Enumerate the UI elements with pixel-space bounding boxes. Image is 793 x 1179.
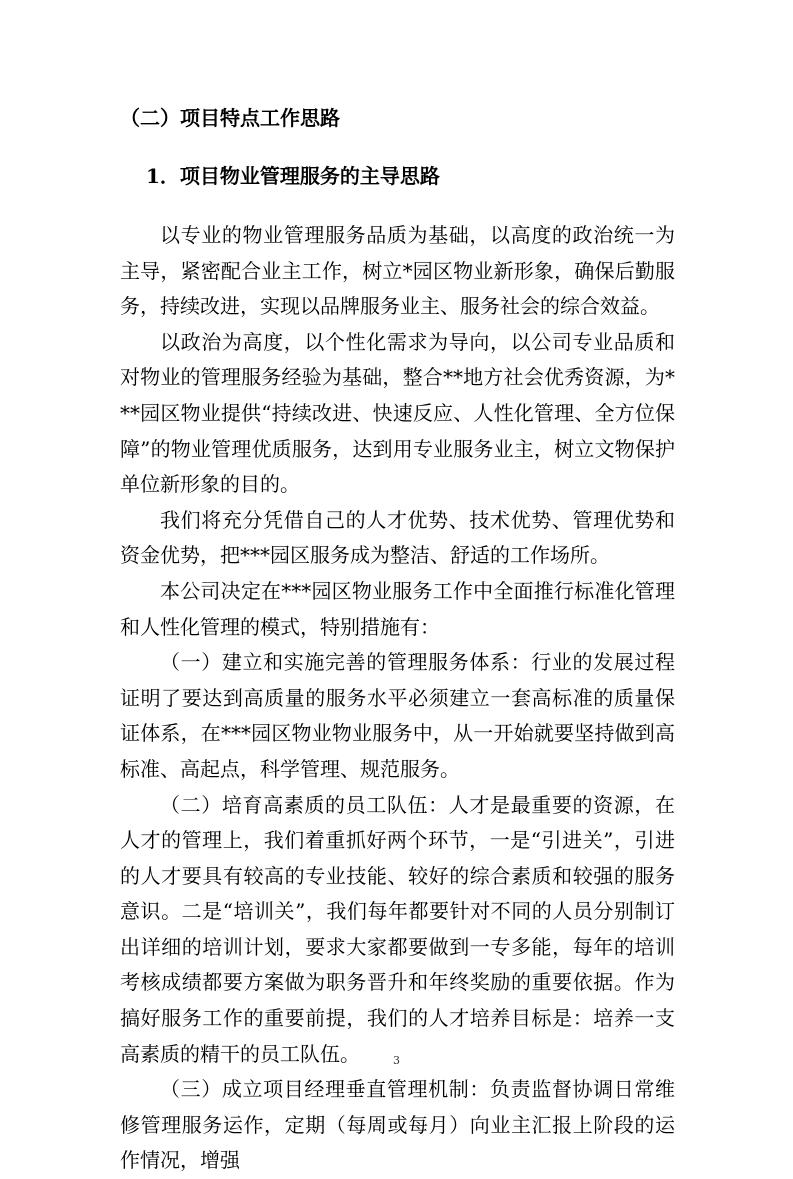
paragraph-6: （二）培育高素质的员工队伍：人才是最重要的资源，在人才的管理上，我们着重抓好两个环节，一是“引进关”，引进的人才要具有较高的专业技能、较好的综合素质和较强的服务意识。二是“培训关”，我们每年都要针对不同的人员分别制订出详细的培训计划，要求大家都要做到一专多能，每年的培训考核成绩都要方案做为职务晋升和年终奖励的重要依据。作为搞好服务工作的重要前提，我们的人才培养目标是：培养一支高素质的精干的员工队伍。 [120, 792, 675, 1066]
paragraph-5: （一）建立和实施完善的管理服务体系：行业的发展过程证明了要达到高质量的服务水平必须建立一套高标准的质量保证体系，在***园区物业物业服务中，从一开始就要坚持做到高标准、高起点，科学管理、规范服务。 [120, 650, 675, 781]
paragraph-3: 我们将充分凭借自己的人才优势、技术优势、管理优势和资金优势，把***园区服务成为整洁、舒适的工作场所。 [120, 507, 675, 568]
section-heading: （二）项目特点工作思路 [120, 106, 340, 130]
paragraph-7: （三）成立项目经理垂直管理机制：负责监督协调日常维修管理服务运作，定期（每周或每月）向业主汇报上阶段的运作情况，增强 [120, 1077, 675, 1173]
paragraph-1: 以专业的物业管理服务品质为基础，以高度的政治统一为主导，紧密配合业主工作，树立*园区物业新形象，确保后勤服务，持续改进，实现以品牌服务业主、服务社会的综合效益。 [120, 223, 675, 319]
page-number: 3 [393, 1054, 400, 1067]
paragraph-2: 以政治为高度，以个性化需求为导向，以公司专业品质和对物业的管理服务经验为基础，整合**地方社会优秀资源，为***园区物业提供“持续改进、快速反应、人性化管理、全方位保障”的物业管理优质服务，达到用专业服务业主，树立文物保护单位新形象的目的。 [120, 329, 675, 497]
paragraph-4: 本公司决定在***园区物业服务工作中全面推行标准化管理和人性化管理的模式，特别措施有： [120, 578, 675, 639]
body-text [120, 218, 675, 1179]
subsection-heading: 1．项目物业管理服务的主导思路 [146, 164, 440, 188]
